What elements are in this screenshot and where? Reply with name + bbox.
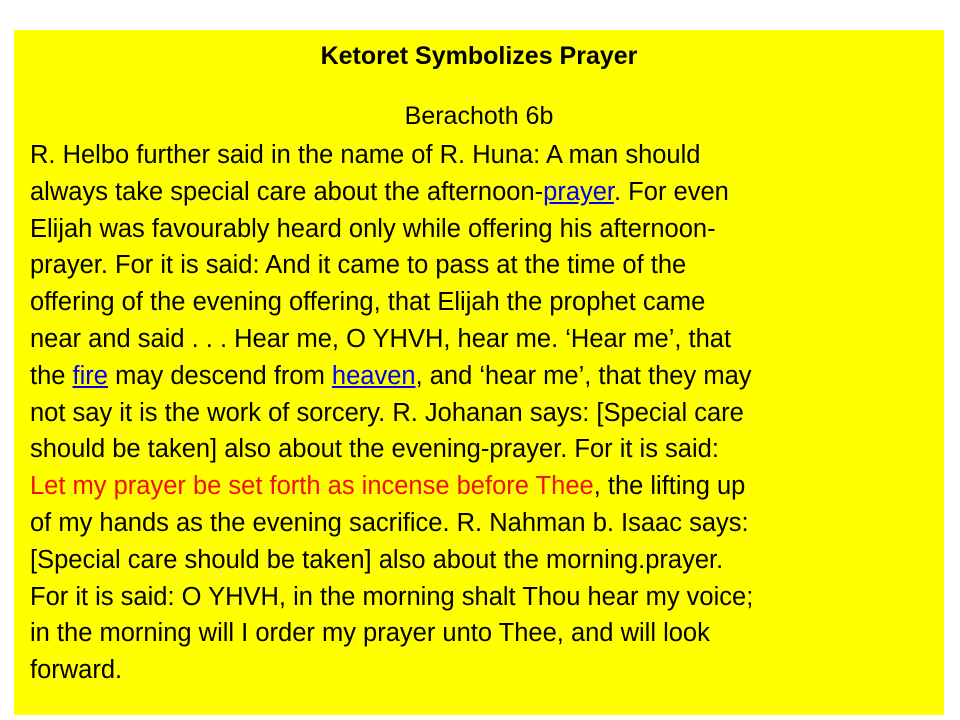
passage-line: in the morning will I order my prayer unto Thee, and will look: [30, 619, 710, 648]
passage-text: [30, 137, 940, 689]
passage-line: of my hands as the evening sacrifice. R. Nahman b. Isaac says:: [30, 508, 749, 537]
passage-line: near and said . . . Hear me, O YHVH, hear me. ‘Hear me’, that: [30, 324, 732, 353]
passage-text-segment: , the lifting up: [593, 472, 746, 501]
source-reference: Berachoth 6b: [404, 102, 554, 130]
fire-link[interactable]: fire: [72, 361, 108, 390]
passage-line: Elijah was favourably heard only while offering his afternoon-: [30, 214, 716, 243]
passage-line: [30, 358, 940, 395]
passage-line: R. Helbo further said in the name of R. Huna: A man should: [30, 141, 701, 169]
passage-line: [30, 174, 940, 211]
passage-line: [30, 468, 940, 505]
passage-line: [Special care should be taken] also about the morning.prayer.: [30, 545, 724, 574]
incense-quote: Let my prayer be set forth as incense before Thee: [30, 472, 594, 501]
passage-line: not say it is the work of sorcery. R. Johanan says: [Special care: [30, 398, 744, 427]
passage-text-segment: . For even: [614, 177, 729, 206]
passage-line: For it is said: O YHVH, in the morning shalt Thou hear my voice;: [30, 582, 754, 611]
passage-line: offering of the evening offering, that Elijah the prophet came: [30, 288, 706, 317]
prayer-link[interactable]: prayer: [543, 177, 615, 206]
heaven-link[interactable]: heaven: [331, 361, 416, 390]
passage-text-segment: always take special care about the afternoon-: [30, 177, 544, 206]
passage-text-segment: the: [30, 361, 73, 390]
slide-title: Ketoret Symbolizes Prayer: [320, 42, 638, 70]
passage-text-segment: , and ‘hear me’, that they may: [415, 361, 752, 390]
passage-line: should be taken] also about the evening-prayer. For it is said:: [30, 435, 719, 464]
passage-line: prayer. For it is said: And it came to pass at the time of the: [30, 251, 687, 280]
passage-line: forward.: [30, 656, 123, 685]
passage-text-segment: may descend from: [107, 361, 332, 390]
slide-panel: [14, 30, 944, 715]
